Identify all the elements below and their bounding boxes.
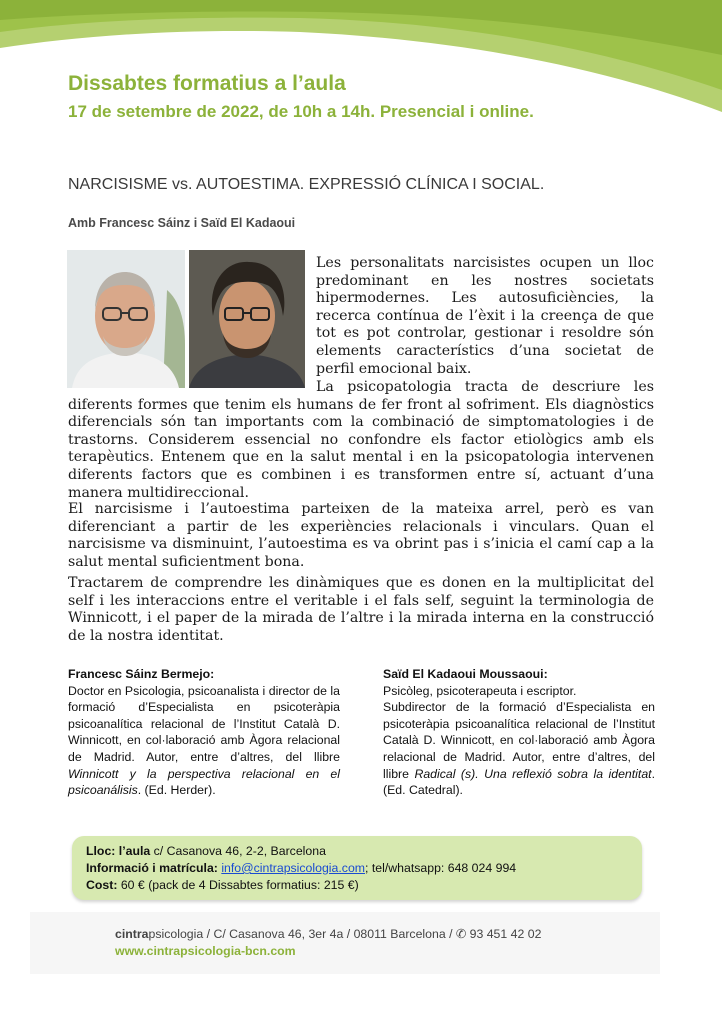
footer-address: cintrapsicologia / C/ Casanova 46, 3er 4a / 08011 Barcelona / ✆ 93 451 42 02 — [115, 927, 542, 941]
brand-logo-rest: psicologia — [148, 927, 204, 941]
course-authors: Amb Francesc Sáinz i Saïd El Kadaoui — [68, 216, 296, 230]
bio-text: Doctor en Psicologia, psicoanalista i director de la formació d’Especialista en psicoteràpia psicoanalítica relacional de l’Institut Català D. Winnicott, en col·laboració amb Àgora relacional de Madrid. Autor, entre d’altres, del llibre — [68, 683, 340, 764]
event-date: 17 de setembre de 2022, de 10h a 14h. Presencial i online. — [68, 102, 534, 121]
bio-book-title: Winnicott y la perspectiva relacional en el psicoanálisis — [68, 766, 340, 798]
brand-logo-bold: cintra — [115, 927, 149, 941]
bio-publisher: . (Ed. Catedral). — [383, 766, 655, 798]
bio-name: Francesc Sáinz Bermejo: — [68, 667, 215, 681]
speaker-photo-sainz — [67, 250, 185, 388]
bio-el-kadaoui — [383, 666, 655, 799]
bio-role: Psicòleg, psicoterapeuta i escriptor. — [383, 683, 577, 698]
info-box — [72, 836, 642, 900]
bio-book-title: Radical (s). Una reflexió sobra la identitat — [414, 766, 652, 781]
course-heading: NARCISISME vs. AUTOESTIMA. EXPRESSIÓ CLÍNICA I SOCIAL. — [68, 176, 545, 193]
body-paragraph-narcissism: El narcisisme i l’autoestima parteixen de la mateixa arrel, però es van diferenciant a partir de les experiències relacionals i vinculars. Quan el narcisisme va disminuint, l’autoestima es va obrint pas i s’inicia el camí cap a la salut mental suficientment bona. — [68, 501, 654, 570]
info-place: Lloc: l’aula c/ Casanova 46, 2-2, Barcelona — [86, 844, 326, 858]
speaker-photo-el-kadaoui — [189, 250, 305, 388]
bio-name: Saïd El Kadaoui Moussaoui: — [383, 667, 548, 681]
body-paragraph-winnicott: Tractarem de comprendre les dinàmiques que es donen en la multiplicitat del self i les interaccions entre el veritable i el fals self, seguint la terminologia de Winnicott, i el paper de la mirada de l’altre i la mirada interna en la construcció de la nostra identitat. — [68, 575, 654, 644]
footer-band — [30, 912, 660, 974]
info-cost: Cost: 60 € (pack de 4 Dissabtes formatius: 215 €) — [86, 878, 359, 892]
body-paragraph-psychopathology: La psicopatologia tracta de descriure les diferents formes que tenim els humans de fer front al sofriment. Els diagnòstics diferencials són tan importants com la combinació de simptomatologies i de trastorns. Considerem essencial no confondre els factor etiològics amb els terapèutics. Entenem que en la salut mental i en la psicopatologia intervenen diferents factors que es combinen i es transformen entre sí, actuant d’una manera multidireccional. — [68, 379, 654, 501]
bio-sainz — [68, 666, 340, 799]
footer-website-link[interactable]: www.cintrapsicologia-bcn.com — [115, 944, 296, 958]
info-contact: Informació i matrícula: info@cintrapsicologia.com; tel/whatsapp: 648 024 994 — [86, 861, 517, 875]
bio-text: Subdirector de la formació d’Especialista en psicoteràpia psicoanalítica relacional de l’Institut Català D. Winnicott, en col·laboració amb Àgora relacional de Madrid. Autor, entre d’altres, del llibre — [383, 700, 655, 781]
bio-publisher: . (Ed. Herder). — [137, 783, 216, 798]
intro-paragraph: Les personalitats narcisistes ocupen un lloc predominant en les nostres societats hipermodernes. Les autosuficiències, la recerca contínua de l’èxit i la creença de que tot es pot controlar, gestionar i resoldre són elements característics d’una societat de perfil emocional baix. — [316, 255, 654, 377]
page-title: Dissabtes formatius a l’aula — [68, 72, 346, 95]
email-link[interactable]: info@cintrapsicologia.com — [221, 861, 366, 875]
